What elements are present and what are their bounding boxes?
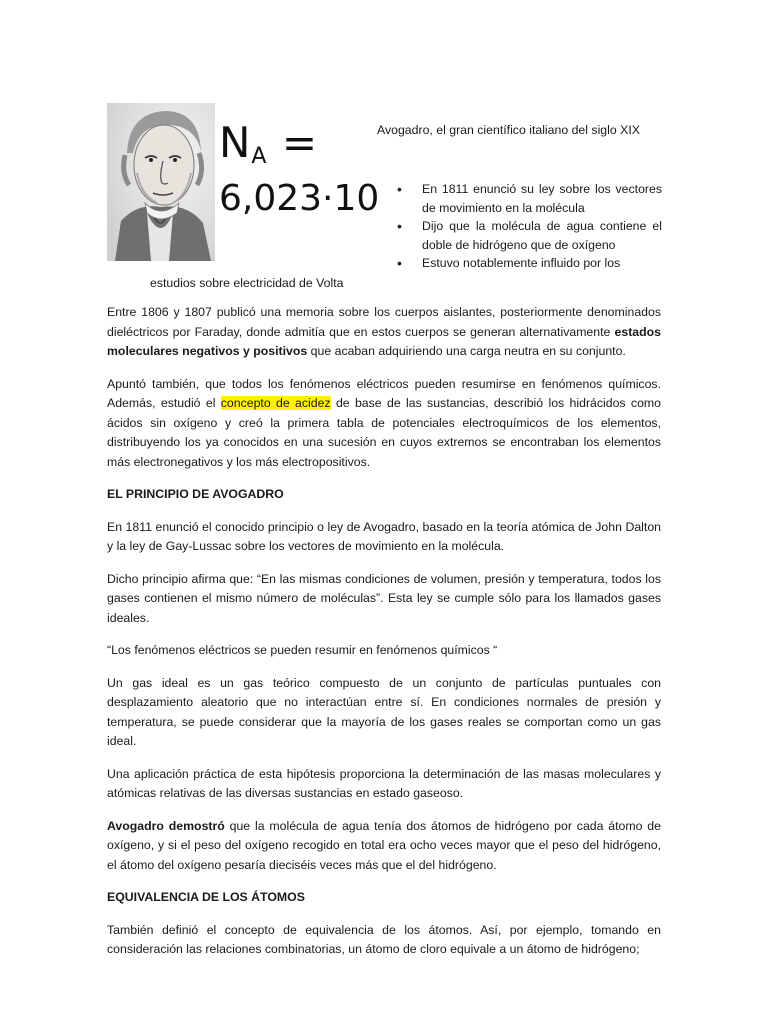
body-text: [107, 303, 661, 973]
paragraph: Un gas ideal es un gas teórico compuesto de un conjunto de partículas puntuales con desplazamiento aleatorio que no interactúan entre sí. En condiciones normales de presión y temperatura, se puede considerar que la mayoría de los gases reales se comportan como un gas ideal.: [107, 675, 661, 748]
paragraph: En 1811 enunció el conocido principio o ley de Avogadro, basado en la teoría atómica de John Dalton y la ley de Gay-Lussac sobre los vectores de movimiento en la molécula.: [107, 519, 661, 553]
highlighted-phrase: concepto de acidez: [220, 396, 331, 410]
paragraph: Apuntó también, que todos los fenómenos eléctricos pueden resumirse en fenómenos químicos. Además, estudió el concepto de acidez de base de las sustancias, describió los hidrácidos como ácidos sin oxígeno y creó la primera tabla de potenciales electroquímicos de los elementos, distribuyendo los ya conocidos en una sucesión en cuyos extremos se encontraban los elementos más electronegativos y los más electropositivos.: [107, 376, 661, 469]
formula-value: 6,023·10: [219, 178, 380, 219]
bold-phrase: estados moleculares negativos y positivos: [107, 324, 661, 358]
list-item: • Dijo que la molécula de agua contiene el doble de hidrógeno que de oxígeno: [397, 217, 662, 254]
section-heading: EQUIVALENCIA DE LOS ÁTOMOS: [107, 890, 305, 904]
formula-symbol: $N_A$ =: [219, 118, 319, 169]
quote: “Los fenómenos eléctricos se pueden resumir en fenómenos químicos “: [107, 643, 498, 657]
caption-right: Avogadro, el gran científico italiano del siglo XIX: [377, 123, 640, 137]
fact-list: [397, 180, 662, 273]
section-heading: EL PRINCIPIO DE AVOGADRO: [107, 487, 284, 501]
list-item: • Estuvo notablemente influido por los: [397, 254, 662, 273]
list-item: • En 1811 enunció su ley sobre los vectores de movimiento en la molécula: [397, 180, 662, 217]
paragraph: También definió el concepto de equivalencia de los átomos. Así, por ejemplo, tomando en consideración las relaciones combinatorias, un átomo de cloro equivale a un átomo de hidrógeno;: [107, 922, 661, 956]
paragraph: Avogadro demostró que la molécula de agua tenía dos átomos de hidrógeno por cada átomo de oxígeno, y si el peso del oxígeno recogido en total era ocho veces mayor que el peso del hidrógeno, el átomo del oxígeno pesaría dieciséis veces más que el del hidrógeno.: [107, 818, 661, 872]
paragraph: Entre 1806 y 1807 publicó una memoria sobre los cuerpos aislantes, posteriormente denominados dieléctricos por Faraday, donde admitía que en estos cuerpos se generan alternativamente estados moleculares negativos y positivos que acaban adquiriendo una carga neutra en su conjunto.: [107, 305, 661, 358]
bold-phrase: Avogadro demostró: [107, 818, 225, 833]
header-figure: [107, 103, 380, 261]
paragraph: Dicho principio afirma que: “En las mismas condiciones de volumen, presión y temperatura, todos los gases contienen el mismo número de moléculas”. Esta ley se cumple sólo para los llamados gases ideales.: [107, 571, 661, 625]
avogadro-constant-formula: [219, 118, 380, 249]
caption-below: estudios sobre electricidad de Volta: [150, 276, 344, 290]
avogadro-portrait: [107, 103, 215, 261]
paragraph: Una aplicación práctica de esta hipótesis proporciona la determinación de las masas moleculares y atómicas relativas de las diversas sustancias en estado gaseoso.: [107, 766, 661, 800]
